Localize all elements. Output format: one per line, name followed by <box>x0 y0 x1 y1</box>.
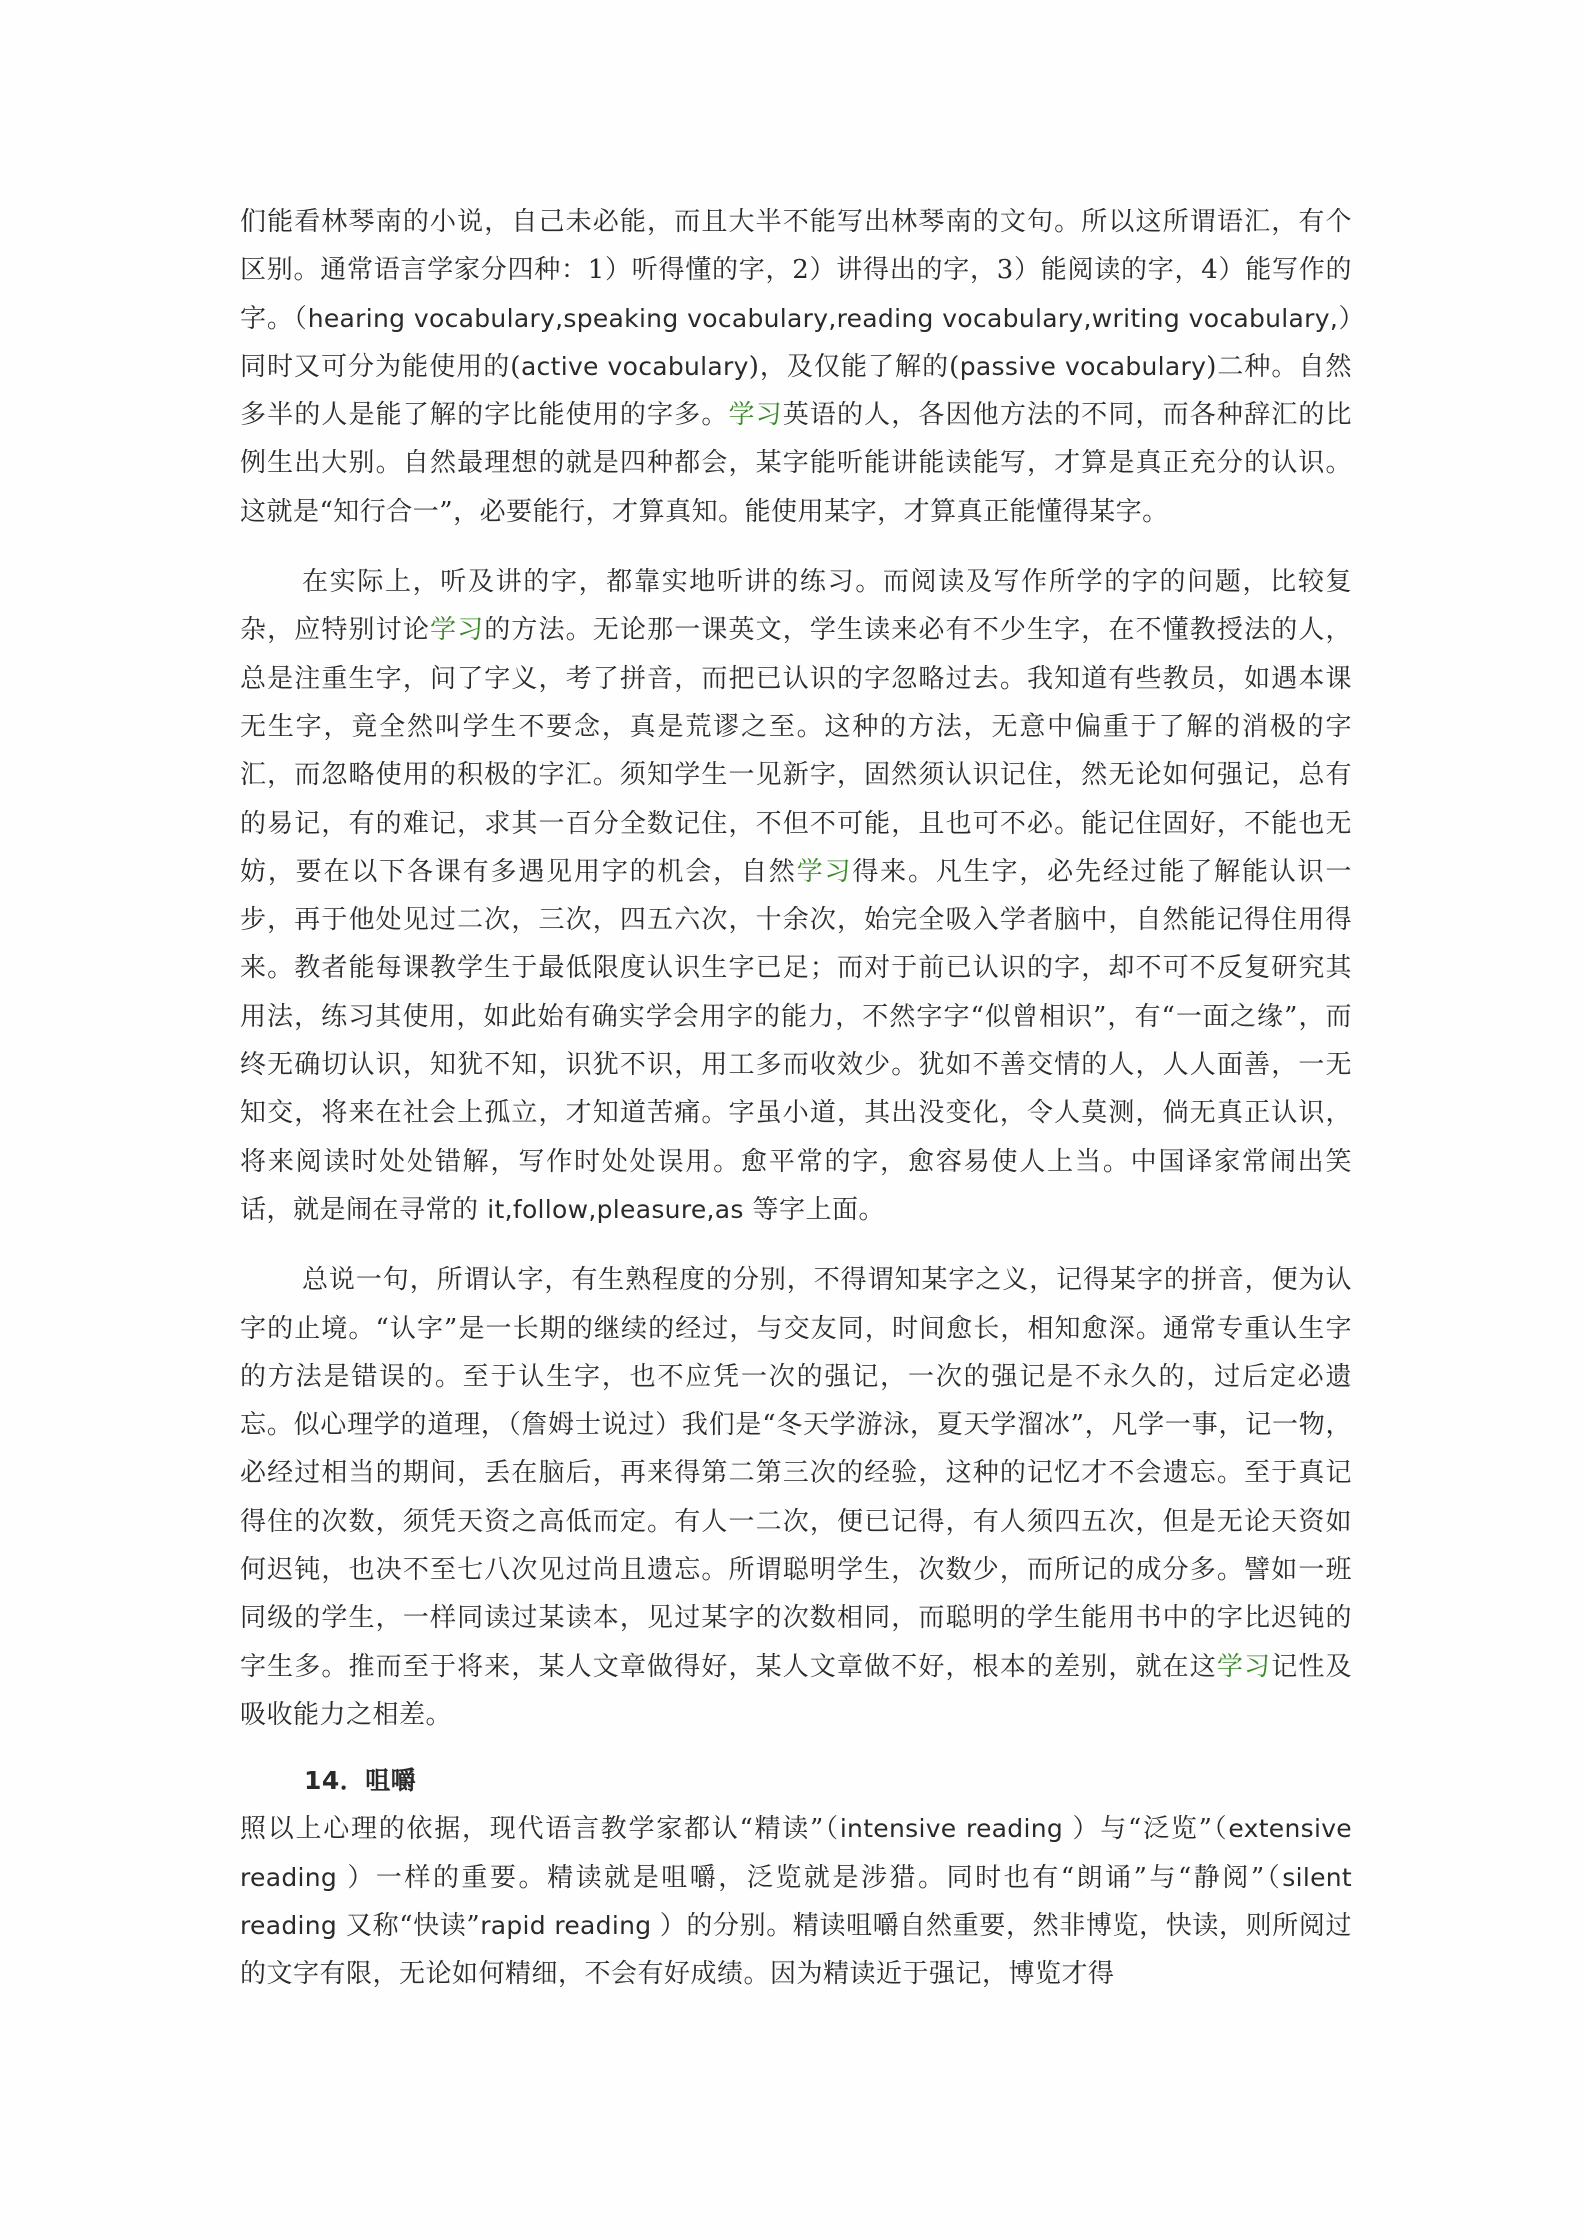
english-term: intensive reading <box>839 1814 1073 1844</box>
text-segment: ）一样的重要。精读就是咀嚼，泛览就是涉猎。同时也有“朗诵”与“静阅”（ <box>347 1862 1283 1893</box>
text-segment: ）的分别。精读咀嚼自然重要，然非博览，快读，则所阅过的文字有限，无论如何精细，不会有好成绩。因为精读近于强记，博览才得 <box>240 1910 1352 1990</box>
text-segment: 记性及吸收能力之相差。 <box>240 1651 1352 1730</box>
text-segment: 总说一句，所谓认字，有生熟程度的分别，不得谓知某字之义，记得某字的拼音，便为认字的止境。“认字”是一长期的继续的经过，与交友同，时间愈长，相知愈深。通常专重认生字的方法是错误的。至于认生字，也不应凭一次的强记，一次的强记是不永久的，过后定必遗忘。似心理学的道理，（詹姆士说过）我们是“冬天学游泳，夏天学溜冰”，凡学一事，记一物，必经过相当的期间，丢在脑后，再来得第二第三次的经验，这种的记忆才不会遗忘。至于真记得住的次数，须凭天资之高低而定。有人一二次，便已记得，有人须四五次，但是无论天资如何迟钝，也决不至七八次见过尚且遗忘。所谓聪明学生，次数少，而所记的成分多。譬如一班同级的学生，一样同读过某读本，见过某字的次数相同，而聪明的学生能用书中的字比迟钝的字生多。推而至于将来，某人文章做得好，某人文章做不好，根本的差别，就在这 <box>240 1265 1352 1682</box>
text-segment: 等字上面。 <box>743 1194 885 1225</box>
text-segment: 照以上心理的依据，现代语言教学家都认“精读”（ <box>240 1814 840 1845</box>
text-segment: 在实际上，听及讲的字，都靠实地听讲的练习。而阅读及写作所学的字的问题，比较复杂，应特别讨论 <box>240 567 1352 646</box>
text-segment: ）与“泛览”（ <box>1072 1814 1229 1845</box>
english-term: hearing vocabulary,speaking vocabulary,reading vocabulary,writing vocabulary, <box>307 303 1339 333</box>
paragraph-intensive-reading <box>240 1805 1352 1998</box>
text-segment: 的方法。无论那一课英文，学生读来必有不少生字，在不懂教授法的人，总是注重生字，问了字义，考了拼音，而把已认识的字忽略过去。我知道有些教员，如遇本课无生字，竟全然叫学生不要念，真是荒谬之至。这种的方法，无意中偏重于了解的消极的字汇，而忽略使用的积极的字汇。须知学生一见新字，固然须认识记住，然无论如何强记，总有的易记，有的难记，求其一百分全数记住，不但不可能，且也可不必。能记住固好，不能也无妨，要在以下各课有多遇见用字的机会，自然 <box>240 615 1352 887</box>
section-heading: 14．咀嚼 <box>304 1766 417 1796</box>
english-term: passive vocabulary <box>959 351 1207 381</box>
text-segment: 英语的人，各因他方法的不同，而各种辞汇的比例生出大别。自然最理想的就是四种都会，某字能听能讲能读能写，才算是真正充分的认识。这就是“知行合一”，必要能行，才算真知。能使用某字，才算真正能懂得某字。 <box>240 400 1352 527</box>
paragraph-vocabulary-types <box>240 198 1352 536</box>
text-segment: )，及仅能了解的( <box>748 351 960 382</box>
english-term: silent reading <box>240 1862 1352 1940</box>
text-segment: ）同时又可分为能使用的( <box>240 303 1352 382</box>
text-segment: 得来。凡生字，必先经过能了解能认识一步，再于他处见过二次，三次，四五六次，十余次，始完全吸入学者脑中，自然能记得住用得来。教者能每课教学生于最低限度认识生字已足；而对于前已认识的字，却不可不反复研究其用法，练习其使用，如此始有确实学会用字的能力，不然字字“似曾相识”，有“一面之缘”，而终无确切认识，知犹不知，识犹不识，用工多而收效少。犹如不善交情的人，人人面善，一无知交，将来在社会上孤立，才知道苦痛。字虽小道，其出没变化，令人莫测，倘无真正认识，将来阅读时处处错解，写作时处处误用。愈平常的字，愈容易使人上当。中国译家常闹出笑话，就是闹在寻常的 <box>240 856 1352 1225</box>
article-body <box>240 198 1352 1998</box>
english-term: extensive reading <box>240 1814 1352 1892</box>
keyword-link-xuexi[interactable]: 学习 <box>429 615 485 646</box>
text-segment: 又称“快读” <box>337 1910 481 1941</box>
text-segment: 们能看林琴南的小说，自己未必能，而且大半不能写出林琴南的文句。所以这所谓语汇，有个区别。通常语言学家分四种：1）听得懂的字，2）讲得出的字，3）能阅读的字，4）能写作的字。（ <box>240 207 1352 334</box>
english-term: active vocabulary <box>520 351 749 381</box>
paragraph-summary <box>240 1256 1352 1739</box>
keyword-link-xuexi[interactable]: 学习 <box>796 856 853 887</box>
keyword-link-xuexi[interactable]: 学习 <box>728 400 783 431</box>
english-term: it,follow,pleasure,as <box>487 1194 744 1224</box>
keyword-link-xuexi[interactable]: 学习 <box>1216 1651 1272 1682</box>
english-term: rapid reading <box>480 1910 660 1940</box>
paragraph-reading-writing <box>240 558 1352 1234</box>
text-segment: )二种。自然多半的人是能了解的字比能使用的字多。 <box>240 351 1352 431</box>
